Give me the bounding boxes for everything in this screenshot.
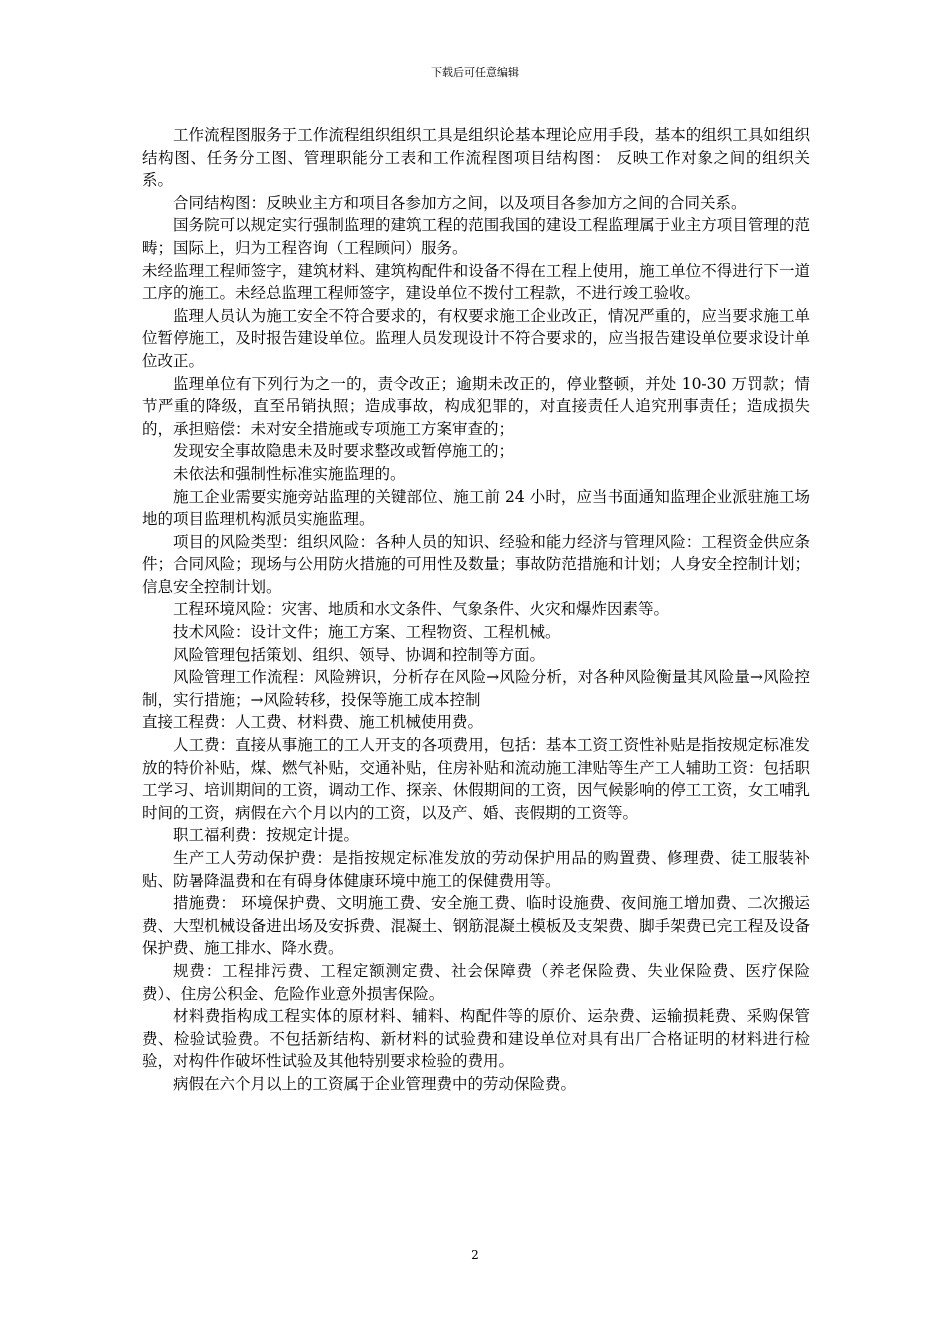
paragraph: 工作流程图服务于工作流程组织组织工具是组织论基本理论应用手段，基本的组织工具如组织结构图、任务分工图、管理职能分工表和工作流程图项目结构图： 反映工作对象之间的组织关系。 — [142, 126, 810, 190]
paragraph: 施工企业需要实施旁站监理的关键部位、施工前 24 小时，应当书面通知监理企业派驻施工场地的项目监理机构派员实施监理。 — [142, 487, 810, 529]
paragraph: 技术风险：设计文件；施工方案、工程物资、工程机械。 — [173, 623, 561, 642]
document-body — [142, 124, 810, 1096]
paragraph: 直接工程费：人工费、材料费、施工机械使用费。 — [142, 713, 484, 732]
paragraph: 材料费指构成工程实体的原材料、辅料、构配件等的原价、运杂费、运输损耗费、采购保管费、检验试验费。不包括新结构、新材料的试验费和建设单位对具有出厂合格证明的材料进行检验，对构件作破坏性试验及其他特别要求检验的费用。 — [142, 1007, 810, 1071]
paragraph: 合同结构图：反映业主方和项目各参加方之间，以及项目各参加方之间的合同关系。 — [173, 193, 747, 212]
paragraph: 工程环境风险：灾害、地质和水文条件、气象条件、火灾和爆炸因素等。 — [173, 600, 670, 619]
paragraph: 职工福利费：按规定计提。 — [173, 826, 360, 845]
paragraph: 未经监理工程师签字，建筑材料、建筑构配件和设备不得在工程上使用，施工单位不得进行下一道工序的施工。未经总监理工程师签字，建设单位不拨付工程款，不进行竣工验收。 — [142, 261, 810, 303]
paragraph: 规费：工程排污费、工程定额测定费、社会保障费（养老保险费、失业保险费、医疗保险费）、住房公积金、危险作业意外损害保险。 — [142, 961, 810, 1003]
paragraph: 未依法和强制性标准实施监理的。 — [173, 464, 406, 483]
paragraph: 项目的风险类型：组织风险：各种人员的知识、经验和能力经济与管理风险：工程资金供应条件；合同风险；现场与公用防火措施的可用性及数量；事故防范措施和计划；人身安全控制计划；信息安全控制计划。 — [142, 532, 810, 596]
paragraph: 风险管理工作流程：风险辨识，分析存在风险→风险分析，对各种风险衡量其风险量→风险控制，实行措施；→风险转移，投保等施工成本控制 — [142, 668, 810, 709]
paragraph: 措施费： 环境保护费、文明施工费、安全施工费、临时设施费、夜间施工增加费、二次搬运费、大型机械设备进出场及安拆费、混凝土、钢筋混凝土模板及支架费、脚手架费已完工程及设备保护费、施工排水、降水费。 — [142, 894, 810, 958]
paragraph: 生产工人劳动保护费：是指按规定标准发放的劳动保护用品的购置费、修理费、徒工服装补贴、防暑降温费和在有碍身体健康环境中施工的保健费用等。 — [142, 849, 810, 890]
paragraph: 国务院可以规定实行强制监理的建筑工程的范围我国的建设工程监理属于业主方项目管理的范畴；国际上，归为工程咨询（工程顾问）服务。 — [142, 216, 810, 257]
paragraph: 监理单位有下列行为之一的，责令改正；逾期未改正的，停业整顿，并处 10-30 万罚款；情节严重的降级，直至吊销执照；造成事故，构成犯罪的，对直接责任人追究刑事责任；造成损失的，承担赔偿：未对安全措施或专项施工方案审查的； — [142, 374, 810, 438]
paragraph: 人工费：直接从事施工的工人开支的各项费用，包括：基本工资工资性补贴是指按规定标准发放的特价补贴，煤、燃气补贴，交通补贴，住房补贴和流动施工津贴等生产工人辅助工资：包括职工学习、培训期间的工资，调动工作、探亲、休假期间的工资，因气候影响的停工工资，女工哺乳时间的工资，病假在六个月以内的工资，以及产、婚、丧假期的工资等。 — [142, 736, 810, 822]
page-number: 2 — [471, 1248, 479, 1262]
paragraph: 发现安全事故隐患未及时要求整改或暂停施工的； — [173, 442, 515, 461]
page-header: 下载后可任意编辑 — [431, 66, 519, 79]
paragraph: 监理人员认为施工安全不符合要求的，有权要求施工企业改正，情况严重的，应当要求施工单位暂停施工，及时报告建设单位。监理人员发现设计不符合要求的，应当报告建设单位要求设计单位改正。 — [142, 306, 810, 370]
paragraph: 风险管理包括策划、组织、领导、协调和控制等方面。 — [173, 645, 546, 664]
paragraph: 病假在六个月以上的工资属于企业管理费中的劳动保险费。 — [173, 1074, 577, 1093]
